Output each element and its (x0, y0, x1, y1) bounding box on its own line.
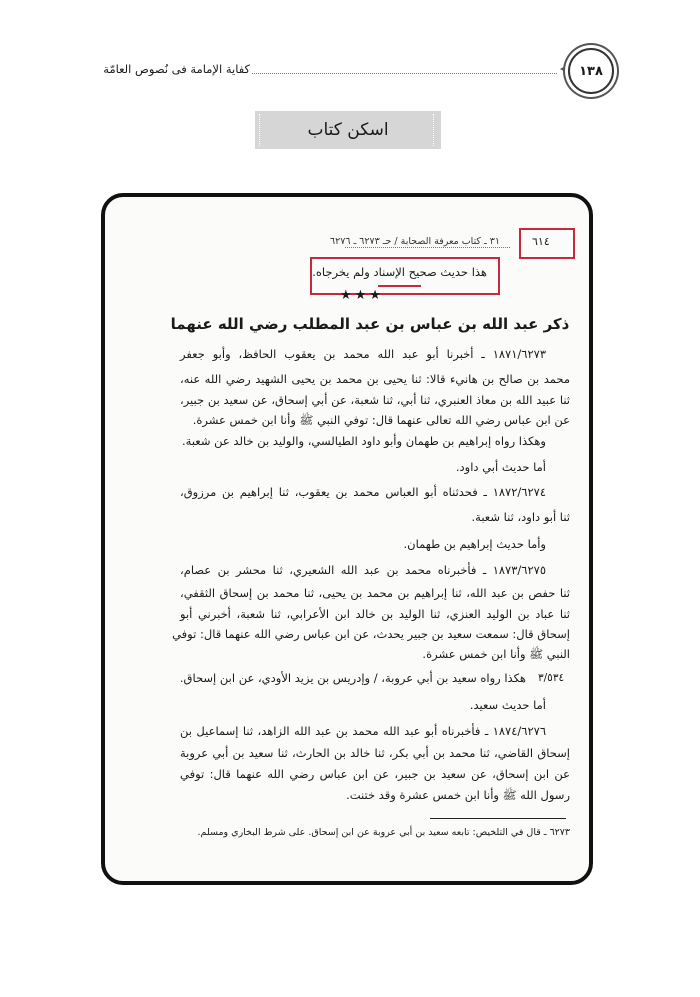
separator-stars: ★★★ (340, 288, 384, 303)
margin-note: ٣/٥٣٤ (538, 672, 565, 684)
section-title: ذكر عبد الله بن عباس بن عبد المطلب رضي الله عنهما (170, 315, 570, 333)
body-line: عن ابن إسحاق، عن سعيد بن جبير، عن ابن عباس رضي الله عنهما قال: توفي (180, 767, 570, 781)
scan-book-banner[interactable]: اسكن كتاب (255, 111, 441, 149)
body-line: ثنا حفص بن عبد الله، ثنا إبراهيم بن محمد بن يحيى، ثنا محمد بن إسحاق الثقفي، (180, 586, 570, 600)
body-line: رسول الله ﷺ وأنا ابن خمس عشرة وقد ختنت. (346, 788, 570, 802)
underline-mark (378, 285, 421, 287)
body-line: ثنا أبو داود، ثنا شعبة. (471, 510, 570, 524)
body-line: عن ابن عباس رضي الله تعالى عنهما قال: توفي النبي ﷺ وأنا ابن خمس عشرة. (192, 413, 570, 427)
running-head-dots (345, 247, 510, 248)
body-line: وأما حديث إبراهيم بن طهمان. (403, 537, 546, 551)
body-line: أما حديث أبي داود. (455, 460, 546, 474)
body-line: ثنا عباد بن الوليد العنزي، ثنا الوليد بن خالد ابن الأعرابي، ثنا شعبة، أخبرني أبو (180, 607, 570, 621)
running-head: ٣١ ـ كتاب معرفة الصحابة / حـ ٦٢٧٣ ـ ٦٢٧٦ (330, 236, 500, 247)
body-line: محمد بن صالح بن هانيء قالا: ثنا يحيى بن محمد بن يحيى الشهيد رضي الله عنه، (180, 372, 570, 386)
body-line: ١٨٧١/٦٢٧٣ ـ أخبرنا أبو عبد الله محمد بن يعقوب الحافظ، وأبو جعفر (180, 347, 546, 361)
body-line: إسحاق القاضي، ثنا محمد بن أبي بكر، ثنا خالد بن الحارث، ثنا سعيد بن أبي عروبة (180, 746, 570, 760)
body-line: ١٨٧٢/٦٢٧٤ ـ فحدثناه أبو العباس محمد بن يعقوب، ثنا إبراهيم بن مرزوق، (180, 485, 546, 499)
body-line: ١٨٧٤/٦٢٧٦ ـ فأخبرناه أبو عبد الله محمد بن عبد الله الزاهد، ثنا إسماعيل بن (180, 724, 546, 738)
scan-page-number: ٦١٤ (532, 235, 550, 248)
body-line: ثنا عبيد الله بن معاذ العنبري، ثنا أبي، ثنا شعبة، عن أبي إسحاق، عن سعيد بن جبير، (180, 393, 570, 407)
page-number-badge: ١٣٨ (568, 48, 614, 94)
body-line: إسحاق قال: سمعت سعيد بن جبير يحدث، عن ابن عباس رضي الله عنهما قال: توفي (172, 627, 570, 641)
book-title-header: كفاية الإمامة فى نُصوص العامّة (103, 62, 250, 76)
body-line: ١٨٧٣/٦٢٧٥ ـ فأخبرناه محمد بن عبد الله الشعيري، ثنا محشر بن عصام، (180, 563, 546, 577)
header-divider (252, 73, 557, 74)
body-line: هكذا رواه سعيد بن أبي عروبة، / وإدريس بن يزيد الأودي، عن ابن إسحاق. (179, 671, 526, 685)
body-line: أما حديث سعيد. (469, 698, 546, 712)
highlighted-sentence: هذا حديث صحيح الإسناد ولم يخرجاه. (312, 265, 487, 279)
footnote: ٦٢٧٣ ـ قال في التلخيص: تابعه سعيد بن أبي عروبة عن ابن إسحاق. على شرط البخاري ومسلم. (197, 827, 570, 838)
body-line: النبي ﷺ وأنا ابن خمس عشرة. (422, 647, 570, 661)
footnote-divider (430, 818, 566, 819)
body-line: وهكذا رواه إبراهيم بن طهمان وأبو داود الطيالسي، والوليد بن خالد عن شعبة. (182, 434, 546, 448)
